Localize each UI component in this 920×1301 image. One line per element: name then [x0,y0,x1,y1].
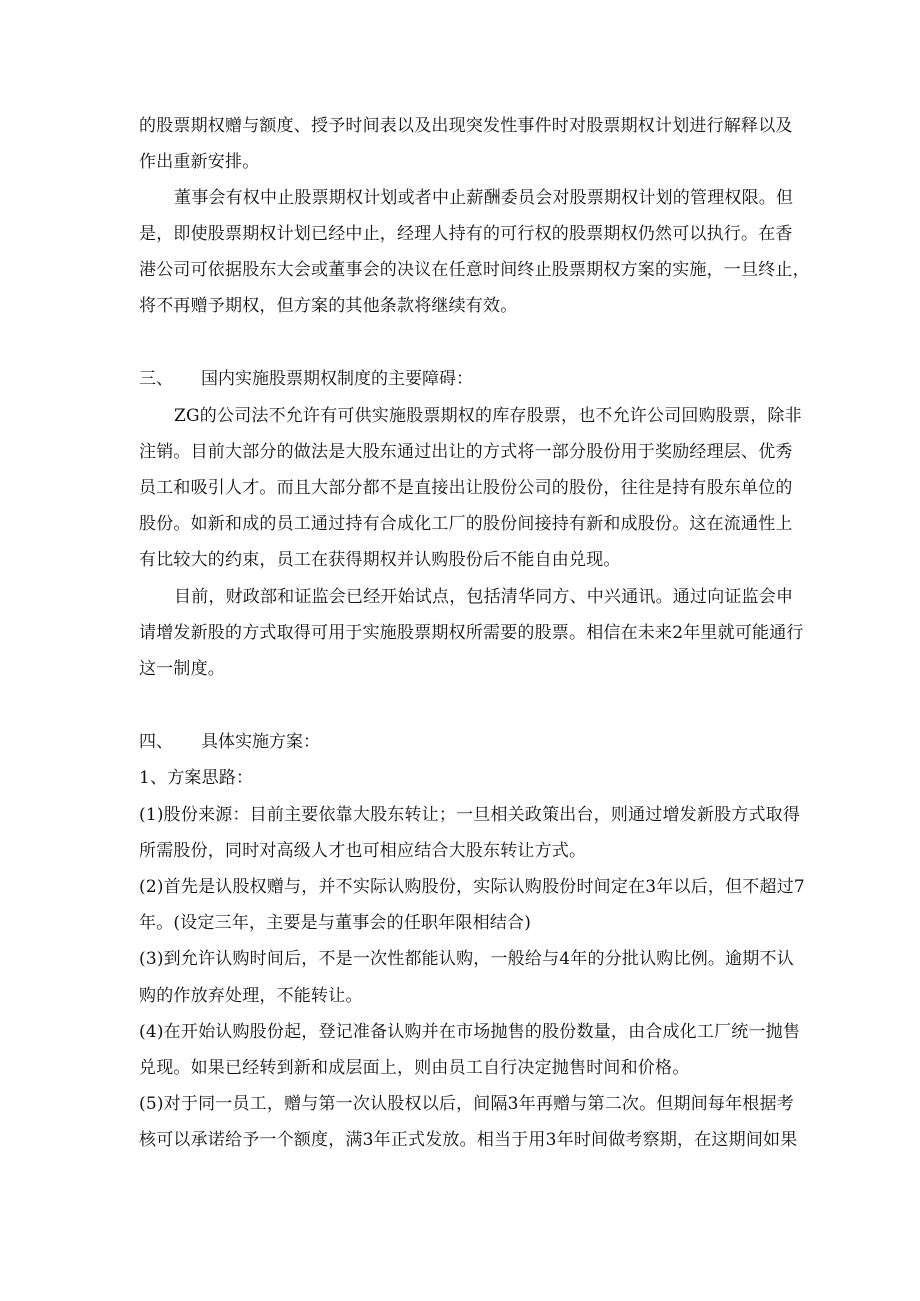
section-number: 三、 [139,369,173,389]
list-item-line: 年。(设定三年，主要是与董事会的任职年限相结合) [139,913,532,933]
section-number: 四、 [139,732,173,752]
list-item-line: 兑现。如果已经转到新和成层面上，则由员工自行决定抛售时间和价格。 [139,1058,690,1078]
paragraph-line: 港公司可依据股东大会或董事会的决议在任意时间终止股票期权方案的实施，一旦终止， [139,260,810,280]
paragraph-line: 请增发新股的方式取得可用于实施股票期权所需要的股票。相信在未来2年里就可能通行 [139,623,804,643]
paragraph-line: ZG的公司法不允许有可供实施股票期权的库存股票，也不允许公司回购股票，除非 [174,406,802,426]
section-title: 具体实施方案： [201,732,320,752]
list-item-line: 购的作放弃处理，不能转让。 [139,986,363,1006]
paragraph-line: 目前，财政部和证监会已经开始试点，包括清华同方、中兴通讯。通过向证监会申 [174,587,794,607]
list-item-line: (1)股份来源：目前主要依靠大股东转让；一旦相关政策出台，则通过增发新股方式取得 [139,805,801,825]
subsection-heading: 1、方案思路： [139,768,254,788]
paragraph-line: 董事会有权中止股票期权计划或者中止薪酬委员会对股票期权计划的管理权限。但 [174,188,794,208]
paragraph-line: 有比较大的约束，员工在获得期权并认购股份后不能自由兑现。 [139,550,621,570]
paragraph-line: 是，即使股票期权计划已经中止，经理人持有的可行权的股票期权仍然可以执行。在香 [139,224,793,244]
paragraph-line: 作出重新安排。 [139,152,260,172]
list-item-line: 所需股份，同时对高级人才也可相应结合大股东转让方式。 [139,841,587,861]
paragraph-line: 股份。如新和成的员工通过持有合成化工厂的股份间接持有新和成股份。这在流通性上 [139,514,793,534]
list-item-line: (3)到允许认购时间后，不是一次性都能认购，一般给与4年的分批认购比例。逾期不认 [139,949,794,969]
paragraph-line: 注销。目前大部分的做法是大股东通过出让的方式将一部分股份用于奖励经理层、优秀 [139,442,793,462]
list-item-line: (4)在开始认购股份起，登记准备认购并在市场抛售的股份数量，由合成化工厂统一抛售 [139,1022,801,1042]
list-item-line: 核可以承诺给予一个额度，满3年正式发放。相当于用3年时间做考察期，在这期间如果 [139,1130,798,1150]
paragraph-line: 的股票期权赠与额度、授予时间表以及出现突发性事件时对股票期权计划进行解释以及 [139,116,793,136]
paragraph-line: 将不再赠予期权，但方案的其他条款将继续有效。 [139,296,518,316]
paragraph-line: 这一制度。 [139,659,225,679]
section-title: 国内实施股票期权制度的主要障碍： [201,369,473,389]
list-item-line: (5)对于同一员工，赠与第一次认股权以后，间隔3年再赠与第二次。但期间每年根据考 [139,1094,794,1114]
paragraph-line: 员工和吸引人才。而且大部分都不是直接出让股份公司的股份，往往是持有股东单位的 [139,478,793,498]
list-item-line: (2)首先是认股权赠与，并不实际认购股份，实际认购股份时间定在3年以后，但不超过7 [139,877,805,897]
